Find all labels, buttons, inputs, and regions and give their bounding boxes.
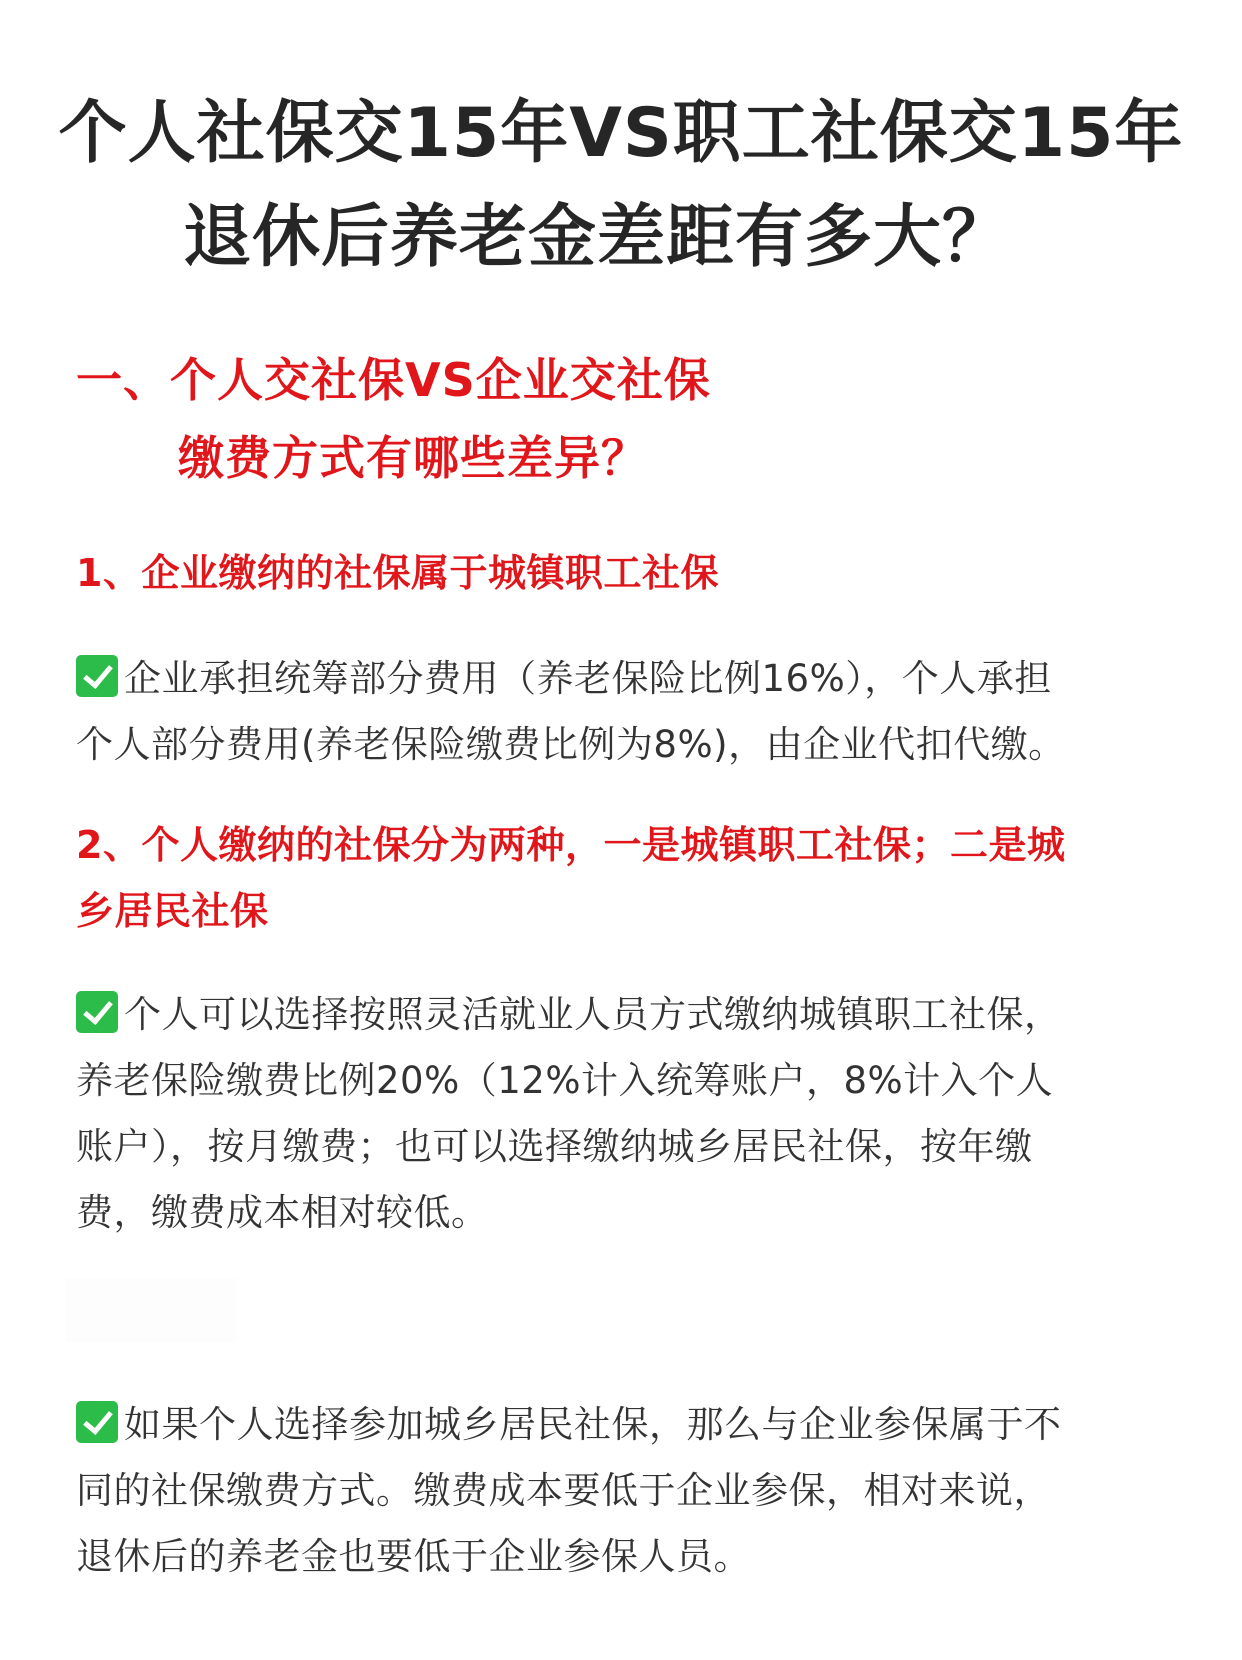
main-title-line-2: 退休后养老金差距有多大？ (182, 198, 1011, 277)
green-check-box-icon (76, 991, 118, 1033)
item2-paragraph (76, 982, 1186, 1246)
paragraph-line: 费，缴费成本相对较低。 (76, 1191, 489, 1234)
paragraph-line: 个人部分费用(养老保险缴费比例为8%)，由企业代扣代缴。 (76, 723, 1066, 766)
paragraph-text: 企业承担统筹部分费用（养老保险比例16%），个人承担 (124, 657, 1052, 700)
paragraph-text: 个人可以选择按照灵活就业人员方式缴纳城镇职工社保， (124, 993, 1062, 1036)
heading-line: 2、个人缴纳的社保分为两种，一是城镇职工社保；二是城 (76, 823, 1066, 867)
faint-watermark-area (66, 1278, 236, 1342)
item1-paragraph (76, 646, 1186, 778)
item2-heading (76, 812, 1186, 944)
green-check-box-icon (76, 655, 118, 697)
main-title-line-1: 个人社保交15年VS职工社保交15年 (58, 94, 1184, 173)
paragraph-line: 退休后的养老金也要低于企业参保人员。 (76, 1535, 751, 1578)
item3-paragraph (76, 1392, 1186, 1590)
paragraph-line: 同的社保缴费方式。缴费成本要低于企业参保，相对来说， (76, 1469, 1051, 1512)
paragraph-line: 账户），按月缴费；也可以选择缴纳城乡居民社保，按年缴 (76, 1125, 1033, 1168)
section-heading-line-2: 缴费方式有哪些差异？ (178, 431, 648, 485)
green-check-box-icon (76, 1401, 118, 1443)
paragraph-line (76, 982, 1186, 1048)
section-heading-line-1: 一、个人交社保VS企业交社保 (76, 353, 711, 407)
paragraph-line: 养老保险缴费比例20%（12%计入统筹账户，8%计入个人 (76, 1059, 1054, 1102)
paragraph-text: 如果个人选择参加城乡居民社保，那么与企业参保属于不 (124, 1403, 1062, 1446)
item1-heading: 1、企业缴纳的社保属于城镇职工社保 (76, 551, 719, 595)
paragraph-line (76, 1392, 1186, 1458)
heading-line: 乡居民社保 (76, 889, 269, 933)
paragraph-line (76, 646, 1186, 712)
